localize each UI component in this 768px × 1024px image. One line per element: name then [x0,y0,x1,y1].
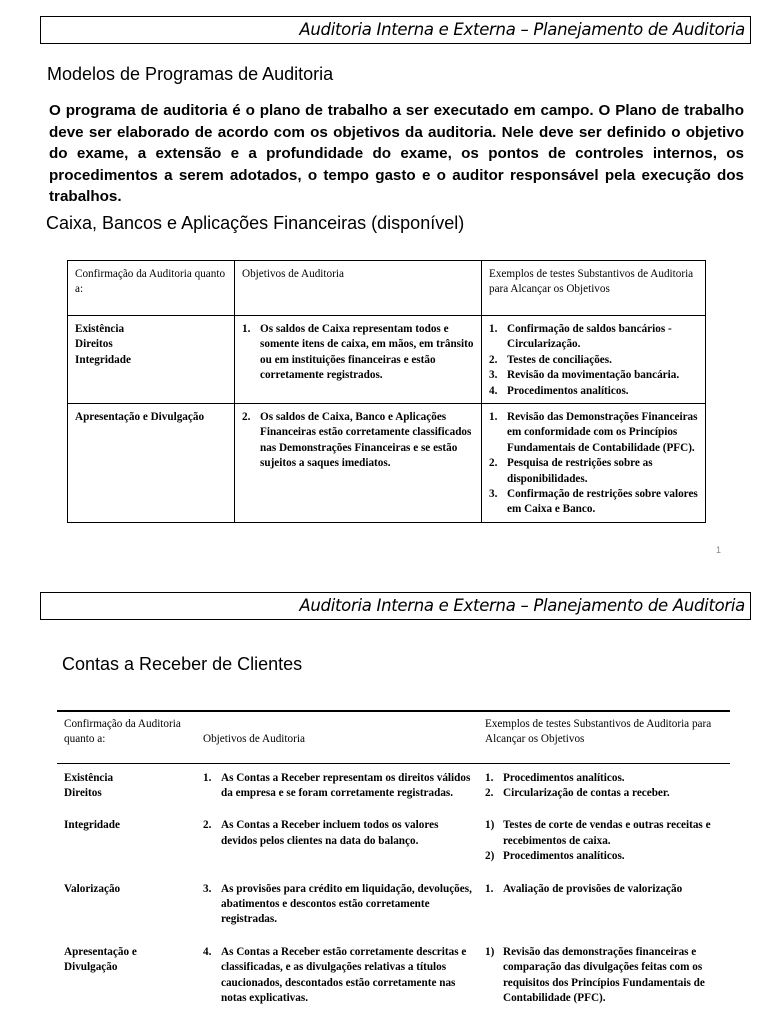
objective-cell [196,938,478,1017]
objective-list [242,410,476,472]
list-item [489,322,700,353]
objective-list [203,771,473,802]
table-header-cell: Objetivos de Auditoria [196,711,478,763]
list-item [489,368,700,383]
tests-cell [482,404,706,523]
list-item-number: 1. [485,771,494,784]
confirmation-cell [57,763,196,811]
slide1-audit-table [67,260,706,523]
list-item [242,410,476,472]
table-header-cell: Confirmação da Auditoria quanto a: [57,711,196,763]
list-item-number: 1. [242,323,251,335]
list-item [489,410,700,456]
confirmation-text: Integridade [64,819,120,832]
list-item-number: 2) [485,850,495,863]
list-item-text: As Contas a Receber representam os direitos válidos da empresa e se foram corretamente registradas. [221,771,471,799]
list-item-text: Avaliação de provisões de valorização [503,882,683,895]
table-row [68,316,706,404]
table-header-cell: Exemplos de testes Substantivos de Auditoria para Alcançar os Objetivos [482,261,706,316]
list-item-text: Os saldos de Caixa representam todos e somente itens de caixa, em mãos, em trânsito ou em instituições financeiras e estão corretamente registrados. [260,323,474,382]
list-item [489,353,700,368]
list-item-text: Revisão das demonstrações financeiras e comparação das divulgações feitas com os requisitos dos Princípios Fundamentais de Contabilidade (PFC). [503,945,705,1004]
table-row [57,763,730,811]
list-item-text: Procedimentos analíticos. [503,771,625,784]
list-item [485,945,725,1007]
page-number: 1 [716,545,722,555]
list-item [489,384,700,399]
table-header-cell: Exemplos de testes Substantivos de Auditoria para Alcançar os Objetivos [478,711,730,763]
tests-list [489,410,700,518]
list-item-text: As provisões para crédito em liquidação, devoluções, abatimentos e descontos estão corretamente registradas. [221,882,472,926]
tests-list [485,945,725,1007]
confirmation-cell [68,404,235,523]
confirmation-cell [57,875,196,938]
objective-list [242,322,476,384]
list-item-text: Os saldos de Caixa, Banco e Aplicações Financeiras estão corretamente classificados nas Demonstrações Financeiras e se estão sujeitos a saques imediatos. [260,411,472,470]
list-item [485,786,725,801]
confirmation-cell [57,938,196,1017]
list-item-text: Revisão das Demonstrações Financeiras em conformidade com os Princípios Fundamentais de Contabilidade (PFC). [507,411,698,454]
list-item-text: Circularização de contas a receber. [503,786,670,799]
objective-list [203,945,473,1007]
list-item-number: 1. [203,771,212,784]
table-row [68,404,706,523]
objective-cell [235,316,482,404]
list-item-number: 1. [489,411,498,424]
list-item [485,818,725,849]
list-item-text: Testes de corte de vendas e outras receitas e recebimentos de caixa. [503,819,711,847]
list-item [203,882,473,928]
confirmation-text: Existência Direitos [64,771,114,799]
list-item [489,456,700,487]
list-item-number: 2. [242,411,251,424]
list-item-number: 2. [485,786,494,799]
list-item [489,487,700,518]
slide2-header: Auditoria Interna e Externa – Planejamento de Auditoria [40,592,751,620]
list-item [485,771,725,786]
confirmation-text: Apresentação e Divulgação [75,411,205,424]
table-header-cell: Confirmação da Auditoria quanto a: [68,261,235,316]
objective-list [203,882,473,928]
table-row [57,875,730,938]
list-item-number: 4. [489,384,498,397]
list-item-number: 4. [203,945,212,958]
list-item-text: As Contas a Receber estão corretamente descritas e classificadas, e as divulgações relativas a títulos caucionados, descontados estão corretamente nas notas explicativas. [221,945,467,1004]
objective-cell [196,763,478,811]
list-item-text: Testes de conciliações. [507,353,612,366]
list-item [203,771,473,802]
list-item-number: 1) [485,819,495,832]
list-item-number: 2. [489,353,498,366]
list-item-number: 2. [203,819,212,832]
tests-list [485,818,725,864]
tests-cell [478,875,730,938]
table-header-cell: Objetivos de Auditoria [235,261,482,316]
confirmation-cell [68,316,235,404]
list-item [242,322,476,384]
list-item-number: 1. [489,323,498,335]
slide1-paragraph: O programa de auditoria é o plano de trabalho a ser executado em campo. O Plano de trabalho deve ser elaborado de acordo com os objetivos da auditoria. Nele deve ser definido o objetivo do exame, a extensão e a profundidade do exame, os pontos de controles internos, os procedimentos a serem adotados, o tempo gasto e o auditor responsável pela execução dos trabalhos. [49,102,744,206]
list-item-number: 1. [485,882,494,895]
list-item-number: 3. [203,882,212,895]
tests-cell [478,938,730,1017]
list-item [485,849,725,864]
list-item-text: Confirmação de restrições sobre valores em Caixa e Banco. [507,488,698,516]
slide1-title: Modelos de Programas de Auditoria [47,64,334,84]
objective-cell [235,404,482,523]
table-row [57,938,730,1017]
confirmation-cell [57,811,196,874]
list-item-number: 3. [489,488,498,501]
tests-list [489,322,700,399]
slide1-subtitle: Caixa, Bancos e Aplicações Financeiras (disponível) [46,213,465,233]
slide2-audit-table [57,710,730,1016]
objective-cell [196,875,478,938]
tests-cell [478,811,730,874]
list-item [485,882,725,897]
confirmation-text: Existência Direitos Integridade [75,323,131,366]
confirmation-text: Apresentação e Divulgação [64,945,137,974]
list-item-number: 3. [489,369,498,382]
confirmation-text: Valorização [64,882,121,895]
list-item-text: Procedimentos analíticos. [507,384,629,397]
slide1-header: Auditoria Interna e Externa – Planejamento de Auditoria [40,16,751,44]
tests-cell [482,316,706,404]
table-row [57,811,730,874]
objective-cell [196,811,478,874]
list-item-text: As Contas a Receber incluem todos os valores devidos pelos clientes na data do balanço. [221,819,439,847]
list-item-number: 1) [485,945,495,958]
slide2-title: Contas a Receber de Clientes [62,654,303,674]
list-item [203,818,473,849]
tests-cell [478,763,730,811]
objective-list [203,818,473,849]
list-item-text: Revisão da movimentação bancária. [507,369,680,382]
list-item [203,945,473,1007]
tests-list [485,771,725,802]
table-header-row [68,261,706,316]
list-item-text: Confirmação de saldos bancários - Circularização. [507,323,672,351]
tests-list [485,882,725,897]
list-item-text: Procedimentos analíticos. [503,850,625,863]
list-item-text: Pesquisa de restrições sobre as disponibilidades. [507,457,653,485]
table-header-row [57,711,730,763]
list-item-number: 2. [489,457,498,470]
